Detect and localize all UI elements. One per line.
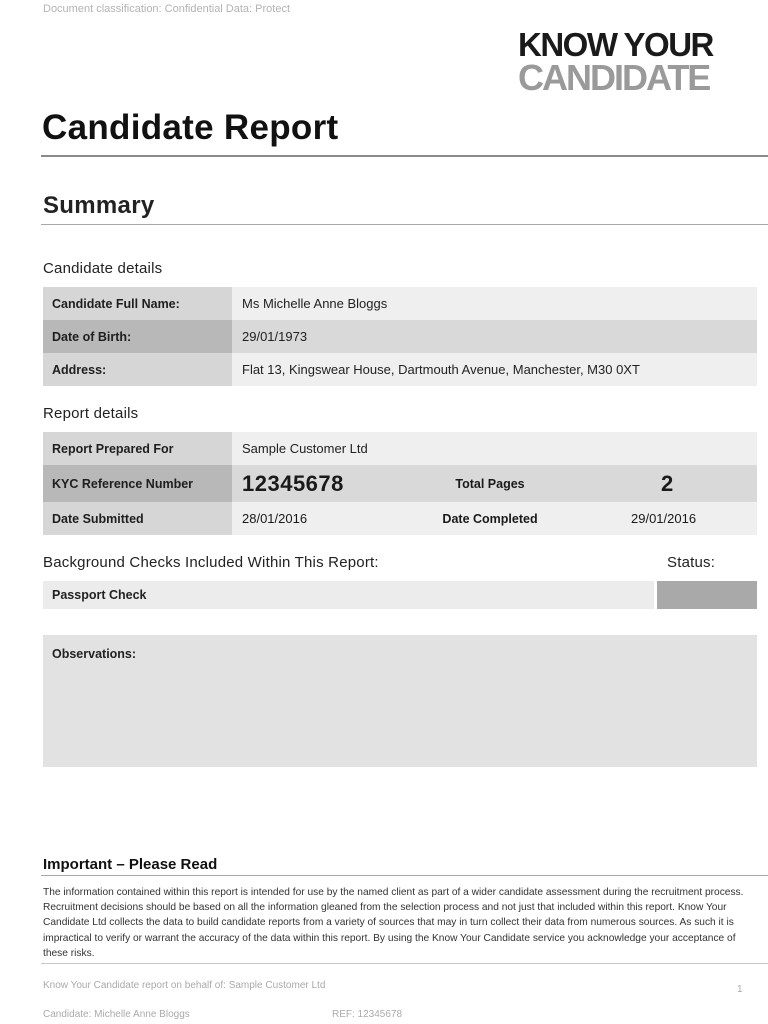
- title-divider: [41, 155, 768, 157]
- table-row: [43, 353, 757, 386]
- document-classification: Document classification: Confidential Data: Protect: [43, 3, 291, 15]
- table-row: [43, 287, 757, 320]
- page-title: Candidate Report: [42, 108, 339, 147]
- candidate-details-table: [43, 287, 757, 386]
- section-divider: [41, 224, 768, 225]
- footer-on-behalf: Know Your Candidate report on behalf of: Sample Customer Ltd: [43, 980, 326, 991]
- footer-page-number: 1: [737, 984, 743, 995]
- total-pages-value: 2: [581, 465, 757, 502]
- date-completed-value: 29/01/2016: [581, 502, 757, 535]
- check-status-indicator: [654, 581, 757, 609]
- section-title: Summary: [43, 192, 155, 219]
- kyc-reference-label: KYC Reference Number: [43, 465, 232, 502]
- row-value: 29/01/1973: [232, 320, 757, 353]
- check-name: Passport Check: [43, 581, 654, 609]
- table-row: [43, 502, 757, 535]
- date-completed-label: Date Completed: [399, 502, 581, 535]
- company-logo: [518, 26, 768, 96]
- footer-ref: REF: 12345678: [332, 1009, 403, 1020]
- checks-heading: Background Checks Included Within This Report:: [43, 554, 379, 571]
- status-heading: Status:: [667, 554, 716, 571]
- candidate-details-heading: Candidate details: [43, 260, 163, 277]
- row-value: Flat 13, Kingswear House, Dartmouth Avenue, Manchester, M30 0XT: [232, 353, 757, 386]
- important-heading: Important – Please Read: [43, 856, 218, 873]
- check-row: [43, 581, 757, 609]
- footer-candidate: Candidate: Michelle Anne Bloggs: [43, 1009, 190, 1020]
- report-details-table: [43, 432, 757, 535]
- date-submitted-label: Date Submitted: [43, 502, 232, 535]
- logo-line-2: CANDIDATE: [518, 57, 710, 96]
- footer-divider: [41, 963, 768, 964]
- logo-line-1: KNOW YOUR: [518, 26, 713, 63]
- total-pages-label: Total Pages: [399, 465, 581, 502]
- observations-box: [43, 635, 757, 767]
- row-label: Date of Birth:: [43, 320, 232, 353]
- report-details-heading: Report details: [43, 405, 139, 422]
- table-row: [43, 320, 757, 353]
- date-submitted-value: 28/01/2016: [232, 502, 399, 535]
- row-label: Address:: [43, 353, 232, 386]
- prepared-for-label: Report Prepared For: [43, 432, 232, 465]
- observations-label: Observations:: [52, 647, 137, 661]
- prepared-for-value: Sample Customer Ltd: [232, 432, 757, 465]
- kyc-reference-value: 12345678: [232, 465, 399, 502]
- important-text: The information contained within this report is intended for use by the named client as part of a wider candidate assessment during the recruitment process. Recruitment decisions should be based on all the information gleaned from the selection process and not just that included within this report. Know Your Candidate Ltd collects the data to build candidate reports from a variety of sources that may in turn collect their data from numerous sources. As such it is impractical to verify or warrant the accuracy of the data within this report. By using the Know Your Candidate service you acknowledge your acceptance of these risks.: [43, 887, 744, 959]
- table-row: [43, 465, 757, 502]
- row-label: Candidate Full Name:: [43, 287, 232, 320]
- table-row: [43, 432, 757, 465]
- row-value: Ms Michelle Anne Bloggs: [232, 287, 757, 320]
- important-divider: [41, 875, 768, 876]
